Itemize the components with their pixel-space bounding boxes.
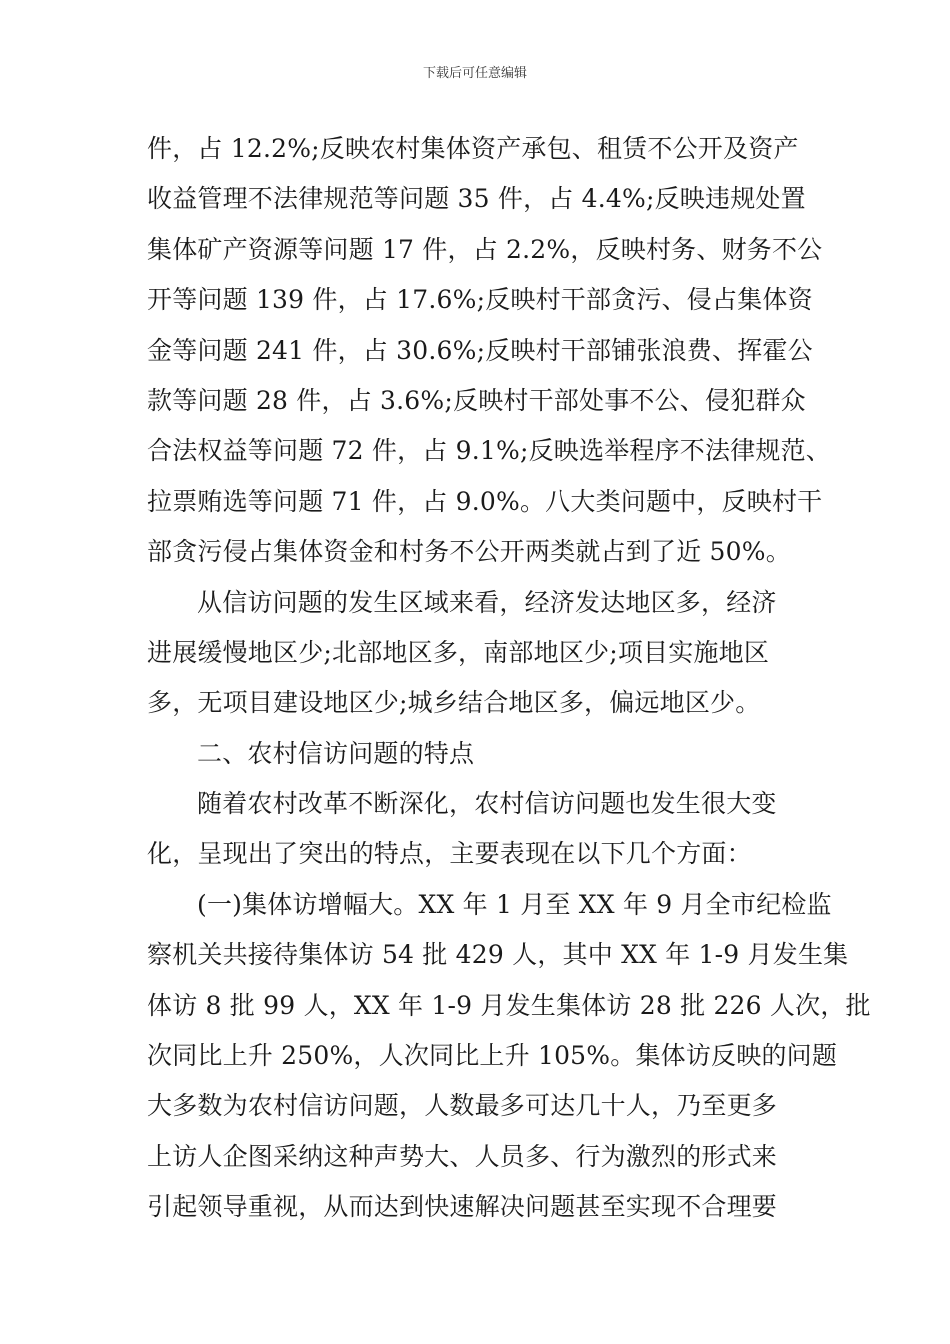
- text-line: 部贪污侵占集体资金和村务不公开两类就占到了近 50%。: [147, 537, 791, 567]
- document-body: [147, 124, 871, 1233]
- text-line: 收益管理不法律规范等问题 35 件，占 4.4%;反映违规处置: [147, 184, 806, 214]
- text-line: 件，占 12.2%;反映农村集体资产承包、租赁不公开及资产: [147, 134, 799, 163]
- text-line: 开等问题 139 件，占 17.6%;反映村干部贪污、侵占集体资: [147, 285, 813, 315]
- text-line: 引起领导重视，从而达到快速解决问题甚至实现不合理要: [147, 1192, 778, 1222]
- text-line: 进展缓慢地区少;北部地区多，南部地区少;项目实施地区: [147, 637, 770, 667]
- text-line: 次同比上升 250%，人次同比上升 105%。集体访反映的问题: [147, 1041, 838, 1071]
- text-line: 随着农村改革不断深化，农村信访问题也发生很大变: [197, 789, 777, 819]
- text-line: 察机关共接待集体访 54 批 429 人，其中 XX 年 1-9 月发生集: [147, 940, 849, 970]
- text-line: 上访人企图采纳这种声势大、人员多、行为激烈的形式来: [147, 1141, 778, 1171]
- text-line: 多，无项目建设地区少;城乡结合地区多，偏远地区少。: [147, 688, 761, 718]
- text-line: 化，呈现出了突出的特点，主要表现在以下几个方面：: [147, 839, 752, 869]
- text-line: 金等问题 241 件，占 30.6%;反映村干部铺张浪费、挥霍公: [147, 335, 813, 365]
- text-line: 体访 8 批 99 人，XX 年 1-9 月发生集体访 28 批 226 人次，批: [147, 990, 871, 1020]
- text-line: 二、农村信访问题的特点: [197, 738, 475, 768]
- text-line: 合法权益等问题 72 件，占 9.1%;反映选举程序不法律规范、: [147, 436, 831, 466]
- text-line: (一)集体访增幅大。XX 年 1 月至 XX 年 9 月全市纪检监: [197, 889, 832, 919]
- text-line: 从信访问题的发生区域来看，经济发达地区多，经济: [197, 587, 777, 617]
- page-header: 下载后可任意编辑: [422, 66, 527, 81]
- text-line: 集体矿产资源等问题 17 件，占 2.2%，反映村务、财务不公: [147, 234, 823, 264]
- text-line: 大多数为农村信访问题，人数最多可达几十人，乃至更多: [147, 1091, 778, 1121]
- text-line: 款等问题 28 件，占 3.6%;反映村干部处事不公、侵犯群众: [147, 385, 806, 415]
- text-line: 拉票贿选等问题 71 件，占 9.0%。八大类问题中，反映村干: [147, 486, 823, 516]
